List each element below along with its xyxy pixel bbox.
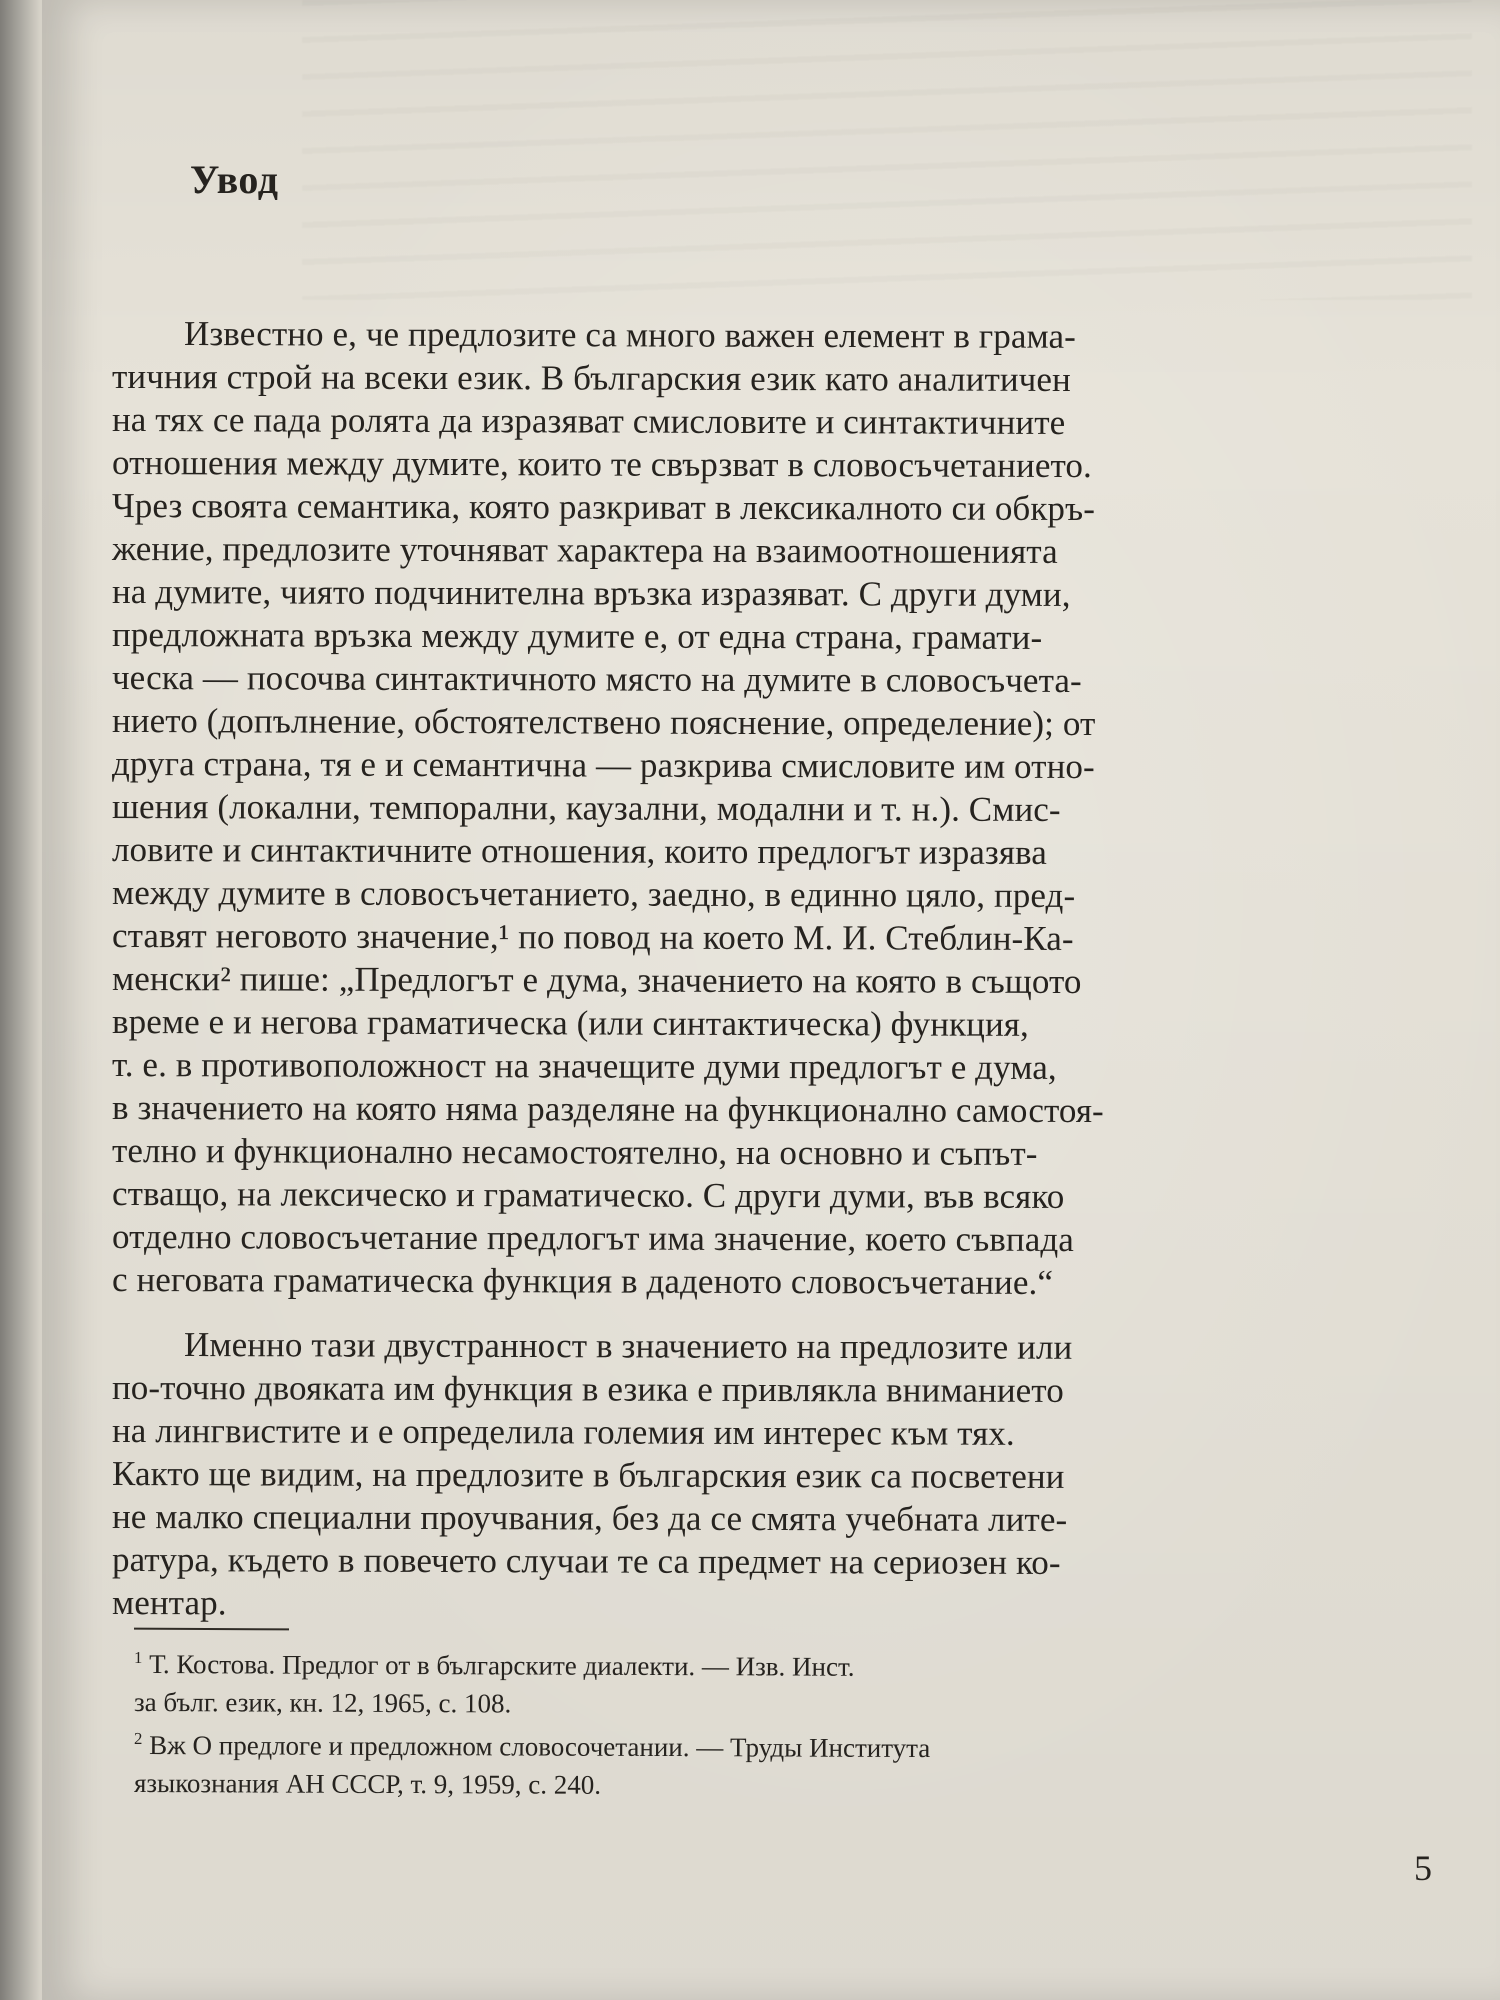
paragraph-line: менски² пише: „Предлогът е дума, значението на която в същото — [111, 959, 1082, 1002]
page-number: 5 — [1414, 1848, 1432, 1888]
chapter-title: Увод — [190, 157, 279, 202]
page-content — [42, 0, 1500, 2000]
paragraph-line: нието (допълнение, обстоятелствено пояснение, определение); от — [111, 701, 1096, 744]
footnote-1-number: 1 — [133, 1648, 143, 1668]
footnote-1-text: Т. Костова. Предлог от в българските диалекти. — Изв. Инст. — [149, 1649, 855, 1682]
paragraph-line: отделно словосъчетание предлогът има значение, което съвпада — [111, 1217, 1075, 1260]
paragraph-line: на лингвистите и е определила големия им интерес към тях. — [111, 1411, 1015, 1453]
paragraph-line: телно и функционално несамостоятелно, на основно и съпът- — [111, 1131, 1038, 1173]
paragraph-line: между думите в словосъчетанието, заедно, в единно цяло, пред- — [111, 873, 1076, 916]
book-page — [42, 0, 1500, 2000]
paragraph-line: стващо, на лексическо и граматическо. С други думи, във всяко — [111, 1174, 1065, 1216]
footnote-separator — [134, 1628, 289, 1631]
paragraph-line: шения (локални, темпорални, каузални, модални и т. н.). Смис- — [111, 787, 1061, 829]
paragraph-line: ратура, където в повечето случаи те са предмет на сериозен ко- — [111, 1540, 1061, 1582]
paragraph-line: предложната връзка между думите е, от една страна, грамати- — [111, 615, 1043, 657]
paragraph-line: на думите, чиято подчинителна връзка изразяват. С други думи, — [111, 572, 1071, 615]
footnote-1-line-2: за бълг. език, кн. 12, 1965, с. 108. — [133, 1687, 512, 1719]
footnote-2-number: 2 — [133, 1729, 143, 1749]
paragraph-line: по-точно двояката им функция в езика е привлякла вниманието — [111, 1368, 1064, 1410]
footnote-2-text: Вж О предлоге и предложном словосочетании. — Труды Института — [149, 1730, 931, 1764]
paragraph-line: Именно тази двустранност в значението на предлозите или — [183, 1325, 1073, 1367]
paragraph-line: ческа — посочва синтактичното място на думите в словосъчета- — [111, 658, 1082, 701]
paragraph-line: жение, предлозите уточняват характера на взаимоотношенията — [111, 529, 1058, 571]
paragraph-line: тичния строй на всеки език. В българския език като аналитичен — [111, 357, 1071, 400]
paragraph-line: на тях се пада ролята да изразяват смисловите и синтактичните — [111, 400, 1066, 442]
paragraph-line: не малко специални проучвания, без да се смята учебната лите- — [111, 1497, 1068, 1540]
paragraph-line: отношения между думите, които те свързват в словосъчетанието. — [111, 443, 1092, 486]
paragraph-line: в значението на която няма разделяне на функционално самостоя- — [111, 1088, 1104, 1131]
paragraph-line: друга страна, тя е и семантична — разкрива смисловите им отно- — [111, 744, 1095, 787]
paragraph-line: Както ще видим, на предлозите в българския език са посветени — [111, 1454, 1065, 1496]
paragraph-line: ставят неговото значение,¹ по повод на което М. И. Стеблин-Ка- — [111, 916, 1074, 959]
footnote-2-line-1 — [134, 1729, 1464, 1766]
paragraph-line: време е и негова граматическа (или синтактическа) функция, — [111, 1002, 1029, 1044]
paragraph-line: ловите и синтактичните отношения, които предлогът изразява — [111, 830, 1047, 872]
paragraph-line: с неговата граматическа функция в даденото словосъчетание.“ — [111, 1260, 1054, 1302]
paragraph-line: ментар. — [111, 1583, 227, 1623]
paragraph-line: Чрез своята семантика, която разкриват в лексикалното си обкръ- — [111, 486, 1096, 529]
footnote-2-line-2: языкознания АН СССР, т. 9, 1959, с. 240. — [133, 1768, 602, 1800]
footnote-1-line-1 — [134, 1648, 1464, 1685]
paragraph-line: Известно е, че предлозите са много важен елемент в грама- — [183, 314, 1076, 356]
paragraph-line: т. е. в противоположност на значещите думи предлогът е дума, — [111, 1045, 1057, 1087]
